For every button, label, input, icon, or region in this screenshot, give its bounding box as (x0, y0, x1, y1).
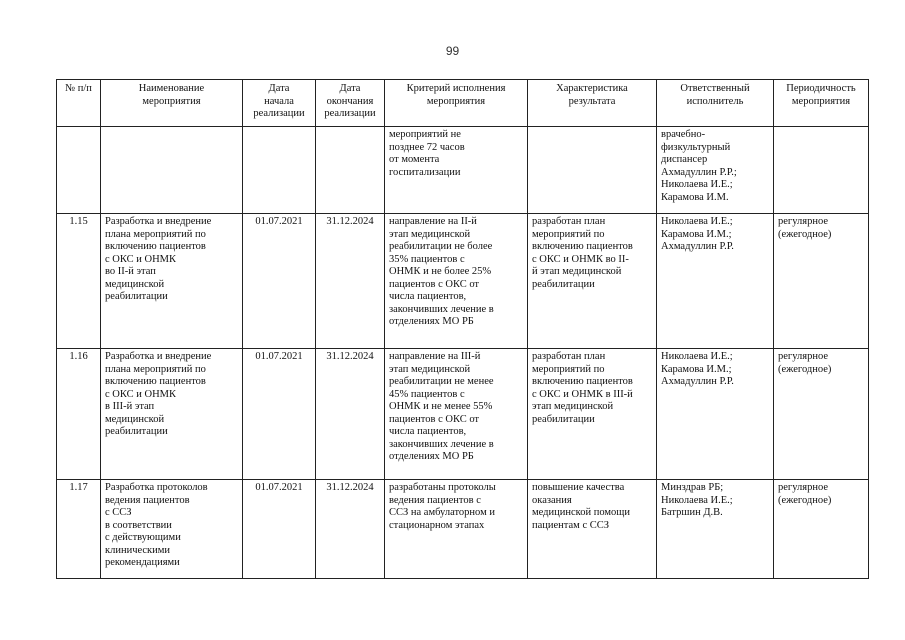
text-line: мероприятий не (389, 129, 461, 140)
cell-name (101, 480, 243, 579)
cell-criterion (385, 349, 528, 480)
cell-num: 1.15 (57, 214, 101, 349)
page-number: 99 (445, 44, 460, 58)
cell-periodicity (774, 127, 869, 214)
text-line: мероприятия (791, 95, 851, 107)
text-line: включению пациентов (532, 376, 633, 387)
text-line: врачебно- (661, 129, 706, 140)
text-line: Наименование (138, 83, 205, 94)
text-line: диспансер (661, 154, 708, 165)
text-line: й этап медицинской (532, 266, 622, 277)
text-line: плана мероприятий по (105, 363, 206, 375)
text-line: Николаева И.Е.; (661, 216, 733, 227)
cell-name (101, 349, 243, 480)
text-line: Николаева И.Е.; (661, 351, 733, 362)
text-line: этап медицинской (389, 228, 471, 240)
text-line: мероприятий по (532, 363, 605, 375)
text-line: включению пациентов (532, 241, 633, 252)
text-line: Ответственный (680, 83, 750, 94)
text-line: (ежегодное) (778, 363, 832, 375)
cell-start-date: 01.07.2021 (243, 349, 316, 480)
text-line: этап медицинской (389, 363, 471, 375)
text-line: с ОКС и ОНМК (105, 253, 176, 265)
text-line: оказания (532, 494, 572, 506)
text-line: реабилитации не более (389, 241, 493, 252)
cell-criterion (385, 127, 528, 214)
cell-start-date (243, 127, 316, 214)
text-line: в соответствии (105, 519, 172, 531)
text-line: реабилитации (532, 413, 595, 425)
text-line: Дата (339, 83, 361, 94)
text-line: закончивших лечение в (389, 438, 494, 450)
text-line: Критерий исполнения (406, 83, 506, 94)
cell-responsible (657, 214, 774, 349)
text-line: ОНМК и не более 25% (389, 266, 492, 277)
text-line: реабилитации не менее (389, 376, 494, 387)
cell-name (101, 214, 243, 349)
cell-end-date (316, 127, 385, 214)
text-line: медицинской (105, 278, 165, 290)
cell-num: 1.17 (57, 480, 101, 579)
text-line: числа пациентов, (389, 426, 467, 437)
cell-periodicity (774, 349, 869, 480)
text-line: отделениях МО РБ (389, 316, 474, 327)
text-line: медицинской (105, 413, 165, 425)
text-line: 45% пациентов с (389, 388, 465, 400)
header-periodicity (774, 80, 869, 127)
text-line: окончания (326, 95, 374, 107)
text-line: мероприятия (142, 95, 201, 107)
text-line: направление на II-й (389, 216, 477, 227)
cell-criterion (385, 480, 528, 579)
text-line: Минздрав РБ; (661, 482, 724, 493)
cell-result (528, 127, 657, 214)
header-num (57, 80, 101, 127)
text-line: стационарном этапах (389, 519, 485, 531)
text-line: Ахмадуллин Р.Р. (661, 241, 734, 252)
text-line: Периодичность (786, 83, 856, 94)
text-line: реализации (253, 108, 305, 119)
cell-num: 1.16 (57, 349, 101, 480)
text-line: Ахмадуллин Р.Р.; (661, 166, 737, 178)
text-line: физкультурный (661, 141, 731, 153)
text-line: повышение качества (532, 482, 625, 493)
header-name (101, 80, 243, 127)
text-line: Характеристика (556, 83, 628, 94)
text-line: включению пациентов (105, 241, 206, 252)
text-line: медицинской помощи (532, 507, 630, 518)
table-row (57, 127, 869, 214)
text-line: Карамова И.М.; (661, 228, 732, 240)
table-row (57, 349, 869, 480)
cell-responsible (657, 127, 774, 214)
text-line: ведения пациентов с (389, 494, 481, 506)
text-line: от момента (389, 154, 440, 165)
table-row (57, 480, 869, 579)
text-line: числа пациентов, (389, 291, 467, 302)
text-line: включению пациентов (105, 376, 206, 387)
cell-name (101, 127, 243, 214)
cell-responsible (657, 349, 774, 480)
header-start-date (243, 80, 316, 127)
text-line: плана мероприятий по (105, 228, 206, 240)
text-line: Разработка и внедрение (105, 351, 212, 362)
header-criterion (385, 80, 528, 127)
text-line: с ОКС и ОНМК во II- (532, 253, 629, 265)
text-line: реализации (324, 108, 376, 119)
text-line: (ежегодное) (778, 494, 832, 506)
cell-end-date: 31.12.2024 (316, 214, 385, 349)
cell-periodicity (774, 480, 869, 579)
text-line: мероприятий по (532, 228, 605, 240)
text-line: ведения пациентов (105, 494, 190, 506)
text-line: в III-й этап (105, 401, 155, 412)
text-line: с ССЗ (105, 507, 132, 518)
text-line: Карамова И.М.; (661, 363, 732, 375)
text-line: рекомендациями (105, 557, 180, 568)
text-line: 35% пациентов с (389, 253, 465, 265)
text-line: реабилитации (105, 426, 168, 437)
header-responsible (657, 80, 774, 127)
text-line: ССЗ на амбулаторном и (389, 507, 495, 518)
text-line: позднее 72 часов (389, 141, 465, 153)
text-line: отделениях МО РБ (389, 451, 474, 462)
text-line: реабилитации (105, 291, 168, 302)
text-line: пациентов с ОКС от (389, 413, 480, 425)
text-line: пациентов с ОКС от (389, 278, 480, 290)
text-line: с действующими (105, 532, 181, 543)
text-line: (ежегодное) (778, 228, 832, 240)
text-line: во II-й этап (105, 266, 156, 277)
text-line: регулярное (778, 482, 828, 493)
text-line: реабилитации (532, 278, 595, 290)
header-end-date (316, 80, 385, 127)
text-line: с ОКС и ОНМК (105, 388, 176, 400)
cell-start-date: 01.07.2021 (243, 214, 316, 349)
text-line: с ОКС и ОНМК в III-й (532, 388, 633, 400)
text-line: Ахмадуллин Р.Р. (661, 376, 734, 387)
text-line: мероприятия (426, 95, 486, 107)
table-row (57, 214, 869, 349)
cell-end-date: 31.12.2024 (316, 480, 385, 579)
text-line: результата (568, 95, 616, 107)
text-line: ОНМК и не менее 55% (389, 401, 493, 412)
text-line: Разработка и внедрение (105, 216, 212, 227)
text-line: Карамова И.М. (661, 191, 729, 203)
text-line: госпитализации (389, 166, 461, 178)
text-line: Батршин Д.В. (661, 507, 723, 518)
text-line: Николаева И.Е.; (661, 494, 733, 506)
text-line: закончивших лечение в (389, 303, 494, 315)
text-line: Разработка протоколов (105, 482, 208, 493)
text-line: № п/п (65, 83, 92, 94)
text-line: Дата (268, 83, 290, 94)
activities-table (56, 79, 869, 579)
text-line: разработаны протоколы (389, 482, 496, 493)
cell-result (528, 349, 657, 480)
table-header-row (57, 80, 869, 127)
text-line: пациентам с ССЗ (532, 519, 609, 531)
cell-result (528, 480, 657, 579)
text-line: регулярное (778, 216, 828, 227)
cell-responsible (657, 480, 774, 579)
text-line: начала (264, 95, 294, 107)
text-line: Николаева И.Е.; (661, 179, 733, 190)
cell-start-date: 01.07.2021 (243, 480, 316, 579)
text-line: регулярное (778, 351, 828, 362)
text-line: направление на III-й (389, 351, 481, 362)
text-line: разработан план (532, 216, 606, 227)
header-result (528, 80, 657, 127)
text-line: клиническими (105, 544, 171, 556)
cell-criterion (385, 214, 528, 349)
text-line: разработан план (532, 351, 606, 362)
cell-periodicity (774, 214, 869, 349)
cell-end-date: 31.12.2024 (316, 349, 385, 480)
text-line: этап медицинской (532, 401, 614, 412)
cell-result (528, 214, 657, 349)
text-line: исполнитель (686, 95, 744, 107)
cell-num (57, 127, 101, 214)
